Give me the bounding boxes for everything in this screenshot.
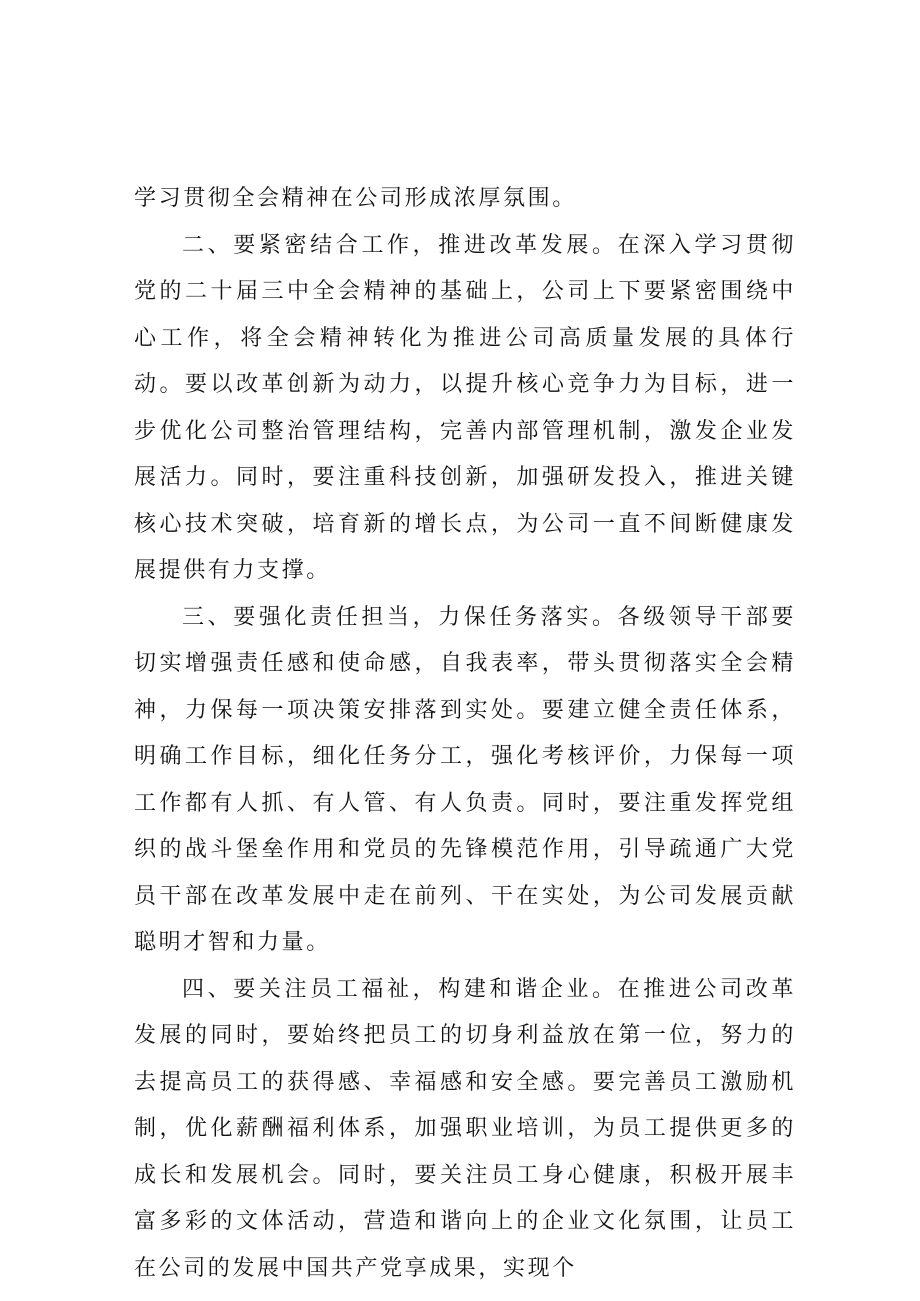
- document-body: [134, 176, 796, 1292]
- paragraph-section-2: 二、要紧密结合工作，推进改革发展。在深入学习贯彻党的二十届三中全会精神的基础上，公司上下要紧密围绕中心工作，将全会精神转化为推进公司高质量发展的具体行动。要以改革创新为动力，以提升核心竞争力为目标，进一步优化公司整治管理结构，完善内部管理机制，激发企业发展活力。同时，要注重科技创新，加强研发投入，推进关键核心技术突破，培育新的增长点，为公司一直不间断健康发展提供有力支撑。: [134, 232, 796, 583]
- paragraph-continuation: 学习贯彻全会精神在公司形成浓厚氛围。: [134, 186, 577, 211]
- paragraph-section-3: 三、要强化责任担当，力保任务落实。各级领导干部要切实增强责任感和使命感，自我表率，带头贯彻落实全会精神，力保每一项决策安排落到实处。要建立健全责任体系，明确工作目标，细化任务分工，强化考核评价，力保每一项工作都有人抓、有人管、有人负责。同时，要注重发挥党组织的战斗堡垒作用和党员的先锋模范作用，引导疏通广大党员干部在改革发展中走在前列、干在实处，为公司发展贡献聪明才智和力量。: [134, 604, 796, 955]
- paragraph-section-4: 四、要关注员工福祉，构建和谐企业。在推进公司改革发展的同时，要始终把员工的切身利益放在第一位，努力的去提高员工的获得感、幸福感和安全感。要完善员工激励机制，优化薪酬福利体系，加强职业培训，为员工提供更多的成长和发展机会。同时，要关注员工身心健康，积极开展丰富多彩的文体活动，营造和谐向上的企业文化氛围，让员工在公司的发展中国共产党享成果，实现个: [134, 976, 796, 1281]
